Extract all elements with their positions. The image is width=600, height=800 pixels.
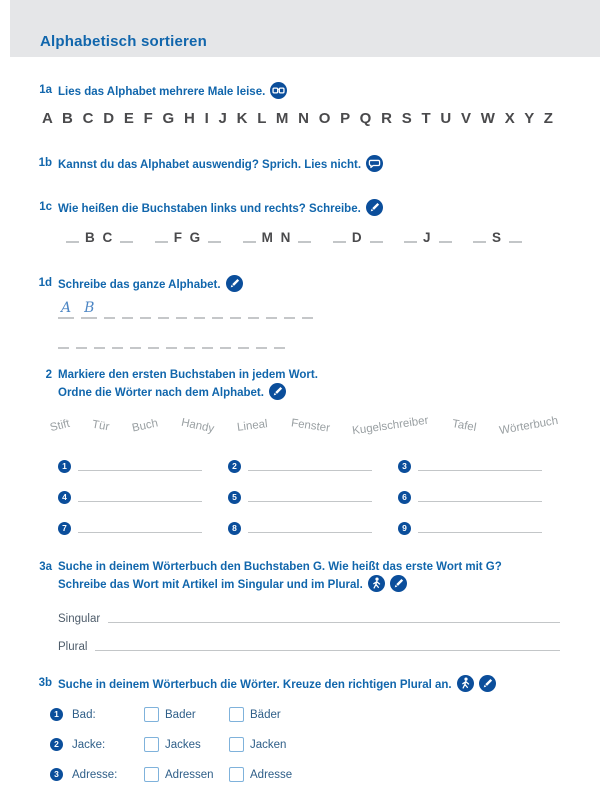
option-label: Adresse [250, 768, 293, 781]
option-label: Jacken [250, 738, 287, 751]
alphabet-row: A B C D E F G H I J K L M N O P Q R S T U V W X Y Z [42, 110, 556, 127]
word-item: Buch [131, 417, 160, 435]
word-label: Adresse: [72, 768, 118, 781]
letter-group [60, 231, 139, 245]
word-item: Tür [91, 418, 111, 434]
task-2 [36, 367, 600, 401]
answer-line[interactable] [78, 532, 202, 534]
word-item: Wörterbuch [497, 414, 559, 438]
row-number-badge: 2 [50, 738, 63, 751]
answer-blank[interactable] [202, 347, 213, 349]
task-3b-instruction: Suche in deinem Wörterbuch die Wörter. Kreuze den richtigen Plural an. [58, 679, 452, 691]
checkbox-option-2[interactable] [229, 707, 244, 722]
answer-blank[interactable] [140, 317, 151, 319]
task-2-instruction-line2: Ordne die Wörter nach dem Alphabet. [58, 387, 264, 399]
answer-slot-grid [58, 455, 542, 535]
answer-blank[interactable] [130, 347, 141, 349]
task-3a-instruction-line2-wrap [58, 575, 502, 593]
answer-line[interactable] [418, 532, 542, 534]
checkbox-option-1[interactable] [144, 707, 159, 722]
task-1d [36, 275, 600, 293]
word-label: Jacke: [72, 738, 106, 751]
letter-group-label: M N [261, 230, 293, 245]
task-1d-text [58, 275, 243, 293]
answer-line[interactable] [248, 501, 372, 503]
checkbox-option-2[interactable] [229, 767, 244, 782]
task-1c-number: 1c [39, 201, 52, 213]
page-header [10, 0, 600, 57]
task-1a-text [58, 82, 287, 100]
answer-blank[interactable] [166, 347, 177, 349]
plural-choice-grid [50, 707, 350, 782]
answer-blank[interactable] [473, 241, 486, 243]
task-3a [36, 559, 600, 593]
answer-blank[interactable] [266, 317, 277, 319]
pencil-icon [366, 199, 383, 216]
task-1b-instruction: Kannst du das Alphabet auswendig? Sprich. Lies nicht. [58, 159, 362, 171]
answer-blank[interactable] [148, 347, 159, 349]
singular-answer-line[interactable] [108, 622, 560, 624]
answer-blank[interactable] [104, 317, 115, 319]
task-2-instruction-line2-wrap [58, 383, 318, 401]
word-label: Bad: [72, 708, 96, 721]
word-item: Lineal [236, 418, 269, 434]
letter-group [398, 231, 458, 245]
answer-slot [58, 517, 202, 535]
slot-number-badge: 2 [228, 460, 241, 473]
worksheet-content [0, 57, 600, 782]
checkbox-option-2[interactable] [229, 737, 244, 752]
task-3a-text [58, 559, 502, 593]
answer-slot [398, 455, 542, 473]
singular-label: Singular [58, 613, 101, 625]
pencil-icon [226, 275, 243, 292]
task-3b-text [58, 675, 496, 693]
task-1a [36, 82, 600, 100]
answer-slot [58, 455, 202, 473]
answer-blank[interactable] [208, 241, 221, 243]
word-item: Stift [48, 417, 71, 435]
row-number-badge: 3 [50, 768, 63, 781]
word-item: Handy [180, 416, 216, 436]
letter-group [237, 231, 318, 245]
answer-blank[interactable] [155, 241, 168, 243]
letter-group [149, 231, 228, 245]
letter-group-label: D [351, 230, 364, 245]
answer-blank[interactable] [370, 241, 383, 243]
answer-blank[interactable] [158, 317, 169, 319]
plural-field [58, 637, 600, 653]
option-label: Jackes [165, 738, 201, 751]
answer-blank[interactable] [66, 241, 79, 243]
checkbox-option-1[interactable] [144, 737, 159, 752]
person-icon [368, 575, 385, 592]
person-icon [457, 675, 474, 692]
answer-line[interactable] [418, 470, 542, 472]
task-1b-text [58, 155, 383, 173]
plural-answer-line[interactable] [95, 650, 560, 652]
letter-group [467, 231, 528, 245]
pencil-icon [269, 383, 286, 400]
answer-blank[interactable] [333, 241, 346, 243]
answer-slot [398, 486, 542, 504]
task-1c-text [58, 199, 383, 217]
slot-number-badge: 7 [58, 522, 71, 535]
letter-group-label: B C [85, 230, 115, 245]
answer-line[interactable] [418, 501, 542, 503]
task-2-number: 2 [45, 369, 52, 381]
slot-number-badge: 3 [398, 460, 411, 473]
reading-glasses-icon [270, 82, 287, 99]
answer-blank[interactable] [194, 317, 205, 319]
answer-slot [398, 517, 542, 535]
task-2-instruction-line1: Markiere den ersten Buchstaben in jedem Wort. [58, 369, 318, 381]
answer-blank[interactable] [176, 317, 187, 319]
plural-label: Plural [58, 641, 88, 653]
alphabet-answer-line-2[interactable] [58, 331, 600, 349]
pencil-icon [479, 675, 496, 692]
option-label: Adressen [165, 768, 214, 781]
letter-group-label: F G [173, 230, 203, 245]
answer-blank[interactable] [404, 241, 417, 243]
task-1d-number: 1d [38, 277, 52, 289]
answer-slot [228, 455, 372, 473]
answer-blank[interactable] [248, 317, 259, 319]
task-1b [36, 155, 600, 173]
task-3a-instruction-line1: Suche in deinem Wörterbuch den Buchstaben G. Wie heißt das erste Wort mit G? [58, 561, 502, 573]
answer-blank[interactable] [302, 317, 313, 319]
answer-blank[interactable] [284, 317, 295, 319]
slot-number-badge: 5 [228, 491, 241, 504]
answer-blank[interactable] [212, 317, 223, 319]
page-title: Alphabetisch sortieren [40, 33, 207, 50]
answer-blank[interactable] [76, 347, 87, 349]
pencil-icon [390, 575, 407, 592]
letter-group [327, 231, 389, 245]
task-1b-number: 1b [38, 157, 52, 169]
answer-blank[interactable] [220, 347, 231, 349]
slot-number-badge: 8 [228, 522, 241, 535]
prefilled-letter: B [81, 301, 97, 319]
letter-group-label: J [423, 230, 433, 245]
slot-number-badge: 9 [398, 522, 411, 535]
option-label: Bader [165, 708, 196, 721]
letter-neighbor-row [60, 227, 528, 245]
answer-blank[interactable] [256, 347, 267, 349]
task-3b [36, 675, 600, 693]
answer-blank[interactable] [58, 347, 69, 349]
word-item: Tafel [450, 417, 477, 435]
answer-line[interactable] [78, 470, 202, 472]
task-3a-instruction-line2: Schreibe das Wort mit Artikel im Singular und im Plural. [58, 579, 363, 591]
checkbox-option-1[interactable] [144, 767, 159, 782]
singular-field [58, 609, 600, 625]
answer-blank[interactable] [439, 241, 452, 243]
word-item: Kugelschreiber [351, 414, 430, 438]
speech-bubble-icon [366, 155, 383, 172]
answer-blank[interactable] [94, 347, 105, 349]
answer-slot [228, 517, 372, 535]
alphabet-answer-line-1[interactable] [58, 301, 600, 319]
answer-line[interactable] [248, 470, 372, 472]
task-1c [36, 199, 600, 217]
answer-blank[interactable] [274, 347, 285, 349]
slot-number-badge: 6 [398, 491, 411, 504]
word-cloud [50, 413, 558, 439]
option-label: Bäder [250, 708, 281, 721]
answer-slot [58, 486, 202, 504]
answer-blank[interactable] [298, 241, 311, 243]
task-2-text [58, 367, 318, 401]
answer-blank[interactable] [230, 317, 241, 319]
letter-group-label: S [491, 230, 503, 245]
task-1c-instruction: Wie heißen die Buchstaben links und rechts? Schreibe. [58, 203, 361, 215]
task-1a-number: 1a [39, 84, 52, 96]
answer-blank[interactable] [122, 317, 133, 319]
slot-number-badge: 1 [58, 460, 71, 473]
answer-blank[interactable] [238, 347, 249, 349]
task-3b-number: 3b [38, 677, 52, 689]
answer-blank[interactable] [509, 241, 522, 243]
row-number-badge: 1 [50, 708, 63, 721]
answer-blank[interactable] [184, 347, 195, 349]
answer-line[interactable] [248, 532, 372, 534]
prefilled-letter: A [58, 301, 74, 319]
task-1d-instruction: Schreibe das ganze Alphabet. [58, 279, 221, 291]
word-item: Fenster [289, 417, 331, 435]
task-1a-instruction: Lies das Alphabet mehrere Male leise. [58, 86, 266, 98]
answer-line[interactable] [78, 501, 202, 503]
task-3a-number: 3a [39, 561, 52, 573]
slot-number-badge: 4 [58, 491, 71, 504]
answer-blank[interactable] [120, 241, 133, 243]
answer-blank[interactable] [112, 347, 123, 349]
answer-slot [228, 486, 372, 504]
answer-blank[interactable] [243, 241, 256, 243]
